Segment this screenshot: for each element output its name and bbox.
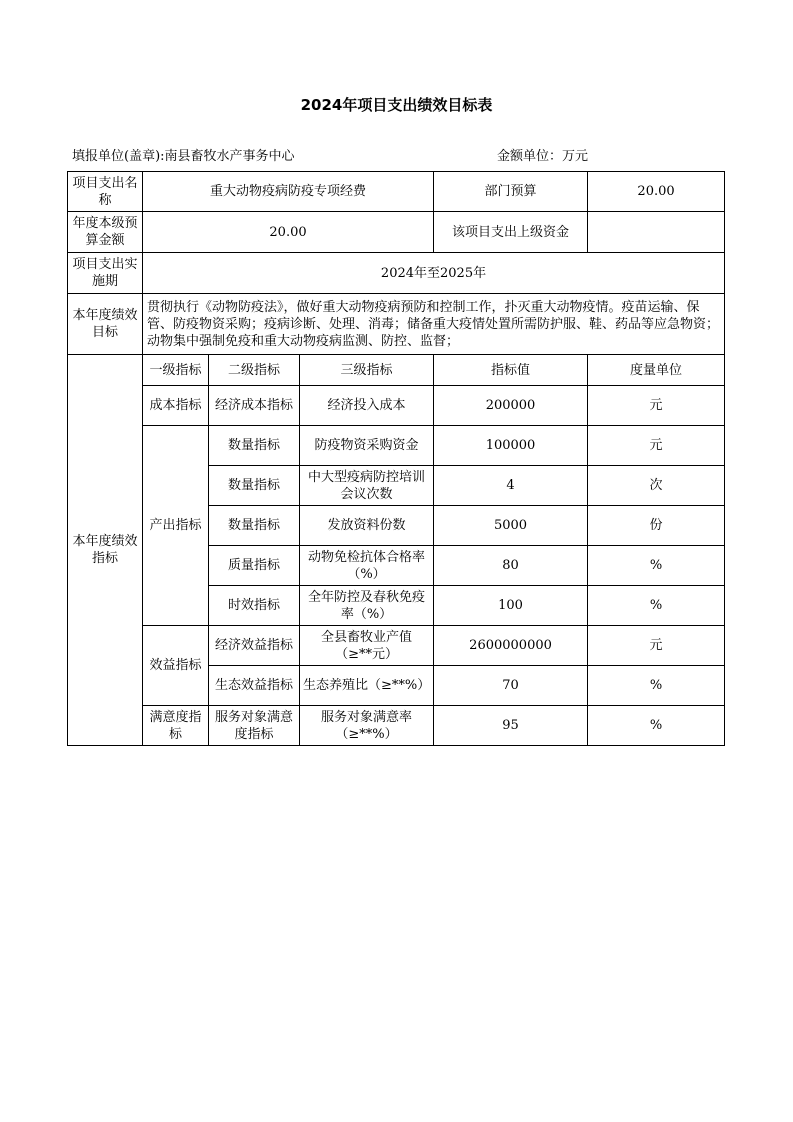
project-name-label: 项目支出名称 <box>68 172 143 212</box>
dept-budget-value: 20.00 <box>588 172 725 212</box>
period-value: 2024年至2025年 <box>143 253 725 294</box>
performance-table <box>67 171 725 746</box>
header-level3: 三级指标 <box>300 355 434 386</box>
level3-indicator: 全年防控及春秋免疫率（%） <box>300 586 434 626</box>
level2-indicator: 数量指标 <box>209 506 300 546</box>
indicator-value: 4 <box>434 466 588 506</box>
indicator-unit: % <box>588 586 725 626</box>
level2-indicator: 服务对象满意度指标 <box>209 706 300 746</box>
level2-indicator: 质量指标 <box>209 546 300 586</box>
dept-budget-label: 部门预算 <box>434 172 588 212</box>
header-level2: 二级指标 <box>209 355 300 386</box>
indicators-section-label: 本年度绩效指标 <box>68 355 143 746</box>
indicator-value: 100 <box>434 586 588 626</box>
header-value: 指标值 <box>434 355 588 386</box>
goal-text: 贯彻执行《动物防疫法》，做好重大动物疫病预防和控制工作，扑灭重大动物疫情。疫苗运输、保管、防疫物资采购；疫病诊断、处理、消毒；储备重大疫情处置所需防护服、鞋、药品等应急物资；动物集中强制免疫和重大动物疫病监测、防控、监督； <box>143 294 725 355</box>
level2-indicator: 经济效益指标 <box>209 626 300 666</box>
indicator-unit: 元 <box>588 626 725 666</box>
level2-indicator: 生态效益指标 <box>209 666 300 706</box>
level2-indicator: 经济成本指标 <box>209 386 300 426</box>
indicator-value: 100000 <box>434 426 588 466</box>
indicator-unit: 次 <box>588 466 725 506</box>
indicator-unit: 份 <box>588 506 725 546</box>
annual-budget-label: 年度本级预算金额 <box>68 212 143 253</box>
level3-indicator: 动物免检抗体合格率（%） <box>300 546 434 586</box>
indicator-value: 2600000000 <box>434 626 588 666</box>
superior-funds-value <box>588 212 725 253</box>
level3-indicator: 全县畜牧业产值（≥**元） <box>300 626 434 666</box>
project-name: 重大动物疫病防疫专项经费 <box>143 172 434 212</box>
indicator-value: 5000 <box>434 506 588 546</box>
indicator-unit: % <box>588 706 725 746</box>
level3-indicator: 发放资料份数 <box>300 506 434 546</box>
level3-indicator: 生态养殖比（≥**%） <box>300 666 434 706</box>
indicator-unit: 元 <box>588 386 725 426</box>
goal-label: 本年度绩效目标 <box>68 294 143 355</box>
indicator-value: 95 <box>434 706 588 746</box>
reporting-unit: 填报单位(盖章):南县畜牧水产事务中心 <box>72 149 295 164</box>
amount-unit: 金额单位：万元 <box>497 149 589 164</box>
level3-indicator: 经济投入成本 <box>300 386 434 426</box>
superior-funds-label: 该项目支出上级资金 <box>434 212 588 253</box>
level1-indicator: 效益指标 <box>143 626 209 706</box>
annual-budget-value: 20.00 <box>143 212 434 253</box>
level2-indicator: 时效指标 <box>209 586 300 626</box>
page-title: 2024年项目支出绩效目标表 <box>300 96 493 114</box>
indicator-value: 70 <box>434 666 588 706</box>
level3-indicator: 中大型疫病防控培训会议次数 <box>300 466 434 506</box>
indicator-unit: 元 <box>588 426 725 466</box>
level1-indicator: 产出指标 <box>143 426 209 626</box>
header-level1: 一级指标 <box>143 355 209 386</box>
period-label: 项目支出实施期 <box>68 253 143 294</box>
indicator-unit: % <box>588 546 725 586</box>
level2-indicator: 数量指标 <box>209 426 300 466</box>
level3-indicator: 防疫物资采购资金 <box>300 426 434 466</box>
level1-indicator: 成本指标 <box>143 386 209 426</box>
level1-indicator: 满意度指标 <box>143 706 209 746</box>
indicator-value: 200000 <box>434 386 588 426</box>
header-unit: 度量单位 <box>588 355 725 386</box>
indicator-value: 80 <box>434 546 588 586</box>
level3-indicator: 服务对象满意率（≥**%） <box>300 706 434 746</box>
level2-indicator: 数量指标 <box>209 466 300 506</box>
indicator-unit: % <box>588 666 725 706</box>
